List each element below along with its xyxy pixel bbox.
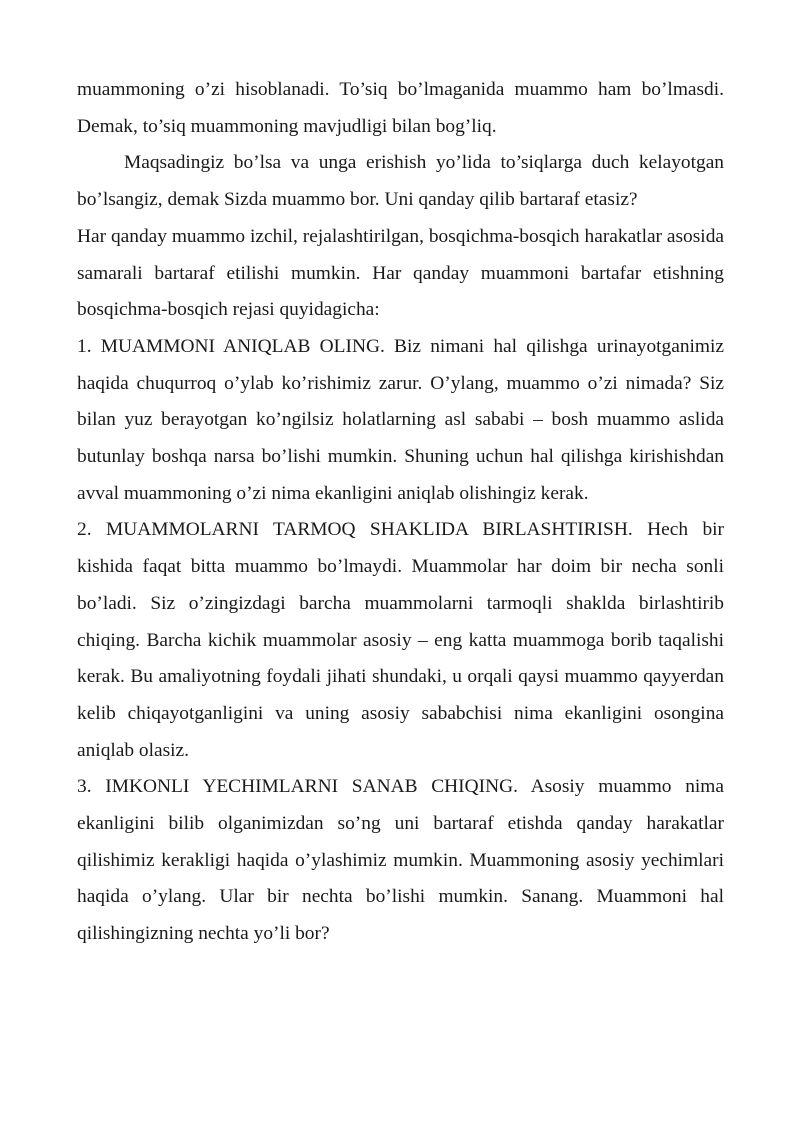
step-3-paragraph: 3. IMKONLI YECHIMLARNI SANAB CHIQING. Asosiy muammo nima ekanligini bilib olganimizdan so’ng uni bartaraf etishda qanday harakatlar qilishimiz kerakligi haqida o’ylashimiz mumkin. Muammoning asosiy yechimlari haqida o’ylang. Ular bir nechta bo’lishi mumkin. Sanang. Muammoni hal qilishingizning nechta yo’li bor? <box>77 776 724 945</box>
paragraph-goal-obstacles: Maqsadingiz bo’lsa va unga erishish yo’lida to’siqlarga duch kelayotgan bo’lsangiz, demak Sizda muammo bor. Uni qanday qilib bartaraf etasiz? <box>77 152 724 211</box>
paragraph-plan-intro: Har qanday muammo izchil, rejalashtirilgan, bosqichma-bosqich harakatlar asosida samarali bartaraf etilishi mumkin. Har qanday muammoni bartafar etishning bosqichma-bosqich rejasi quyidagicha: <box>77 225 724 321</box>
step-2-paragraph: 2. MUAMMOLARNI TARMOQ SHAKLIDA BIRLASHTIRISH. Hech bir kishida faqat bitta muammo bo’lmaydi. Muammolar har doim bir necha sonli bo’ladi. Siz o’zingizdagi barcha muammolarni tarmoqli shaklda birlashtirib chiqing. Barcha kichik muammolar asosiy – eng katta muammoga borib taqalishi kerak. Bu amaliyotning foydali jihati shundaki, u orqali qaysi muammo qayyerdan kelib chiqayotganligini va uning asosiy sababchisi nima ekanligini osongina aniqlab olasiz. <box>77 519 724 761</box>
document-page <box>77 72 724 953</box>
step-1-paragraph: 1. MUAMMONI ANIQLAB OLING. Biz nimani hal qilishga urinayotganimiz haqida chuqurroq o’ylab ko’rishimiz zarur. O’ylang, muammo o’zi nimada? Siz bilan yuz berayotgan ko’ngilsiz holatlarning asl sababi – bosh muammo aslida butunlay boshqa narsa bo’lishi mumkin. Shuning uchun hal qilishga kirishishdan avval muammoning o’zi nima ekanligini aniqlab olishingiz kerak. <box>77 335 724 504</box>
paragraph-continuation: muammoning o’zi hisoblanadi. To’siq bo’lmaganida muammo ham bo’lmasdi. Demak, to’siq muammoning mavjudligi bilan bog’liq. <box>77 79 724 137</box>
